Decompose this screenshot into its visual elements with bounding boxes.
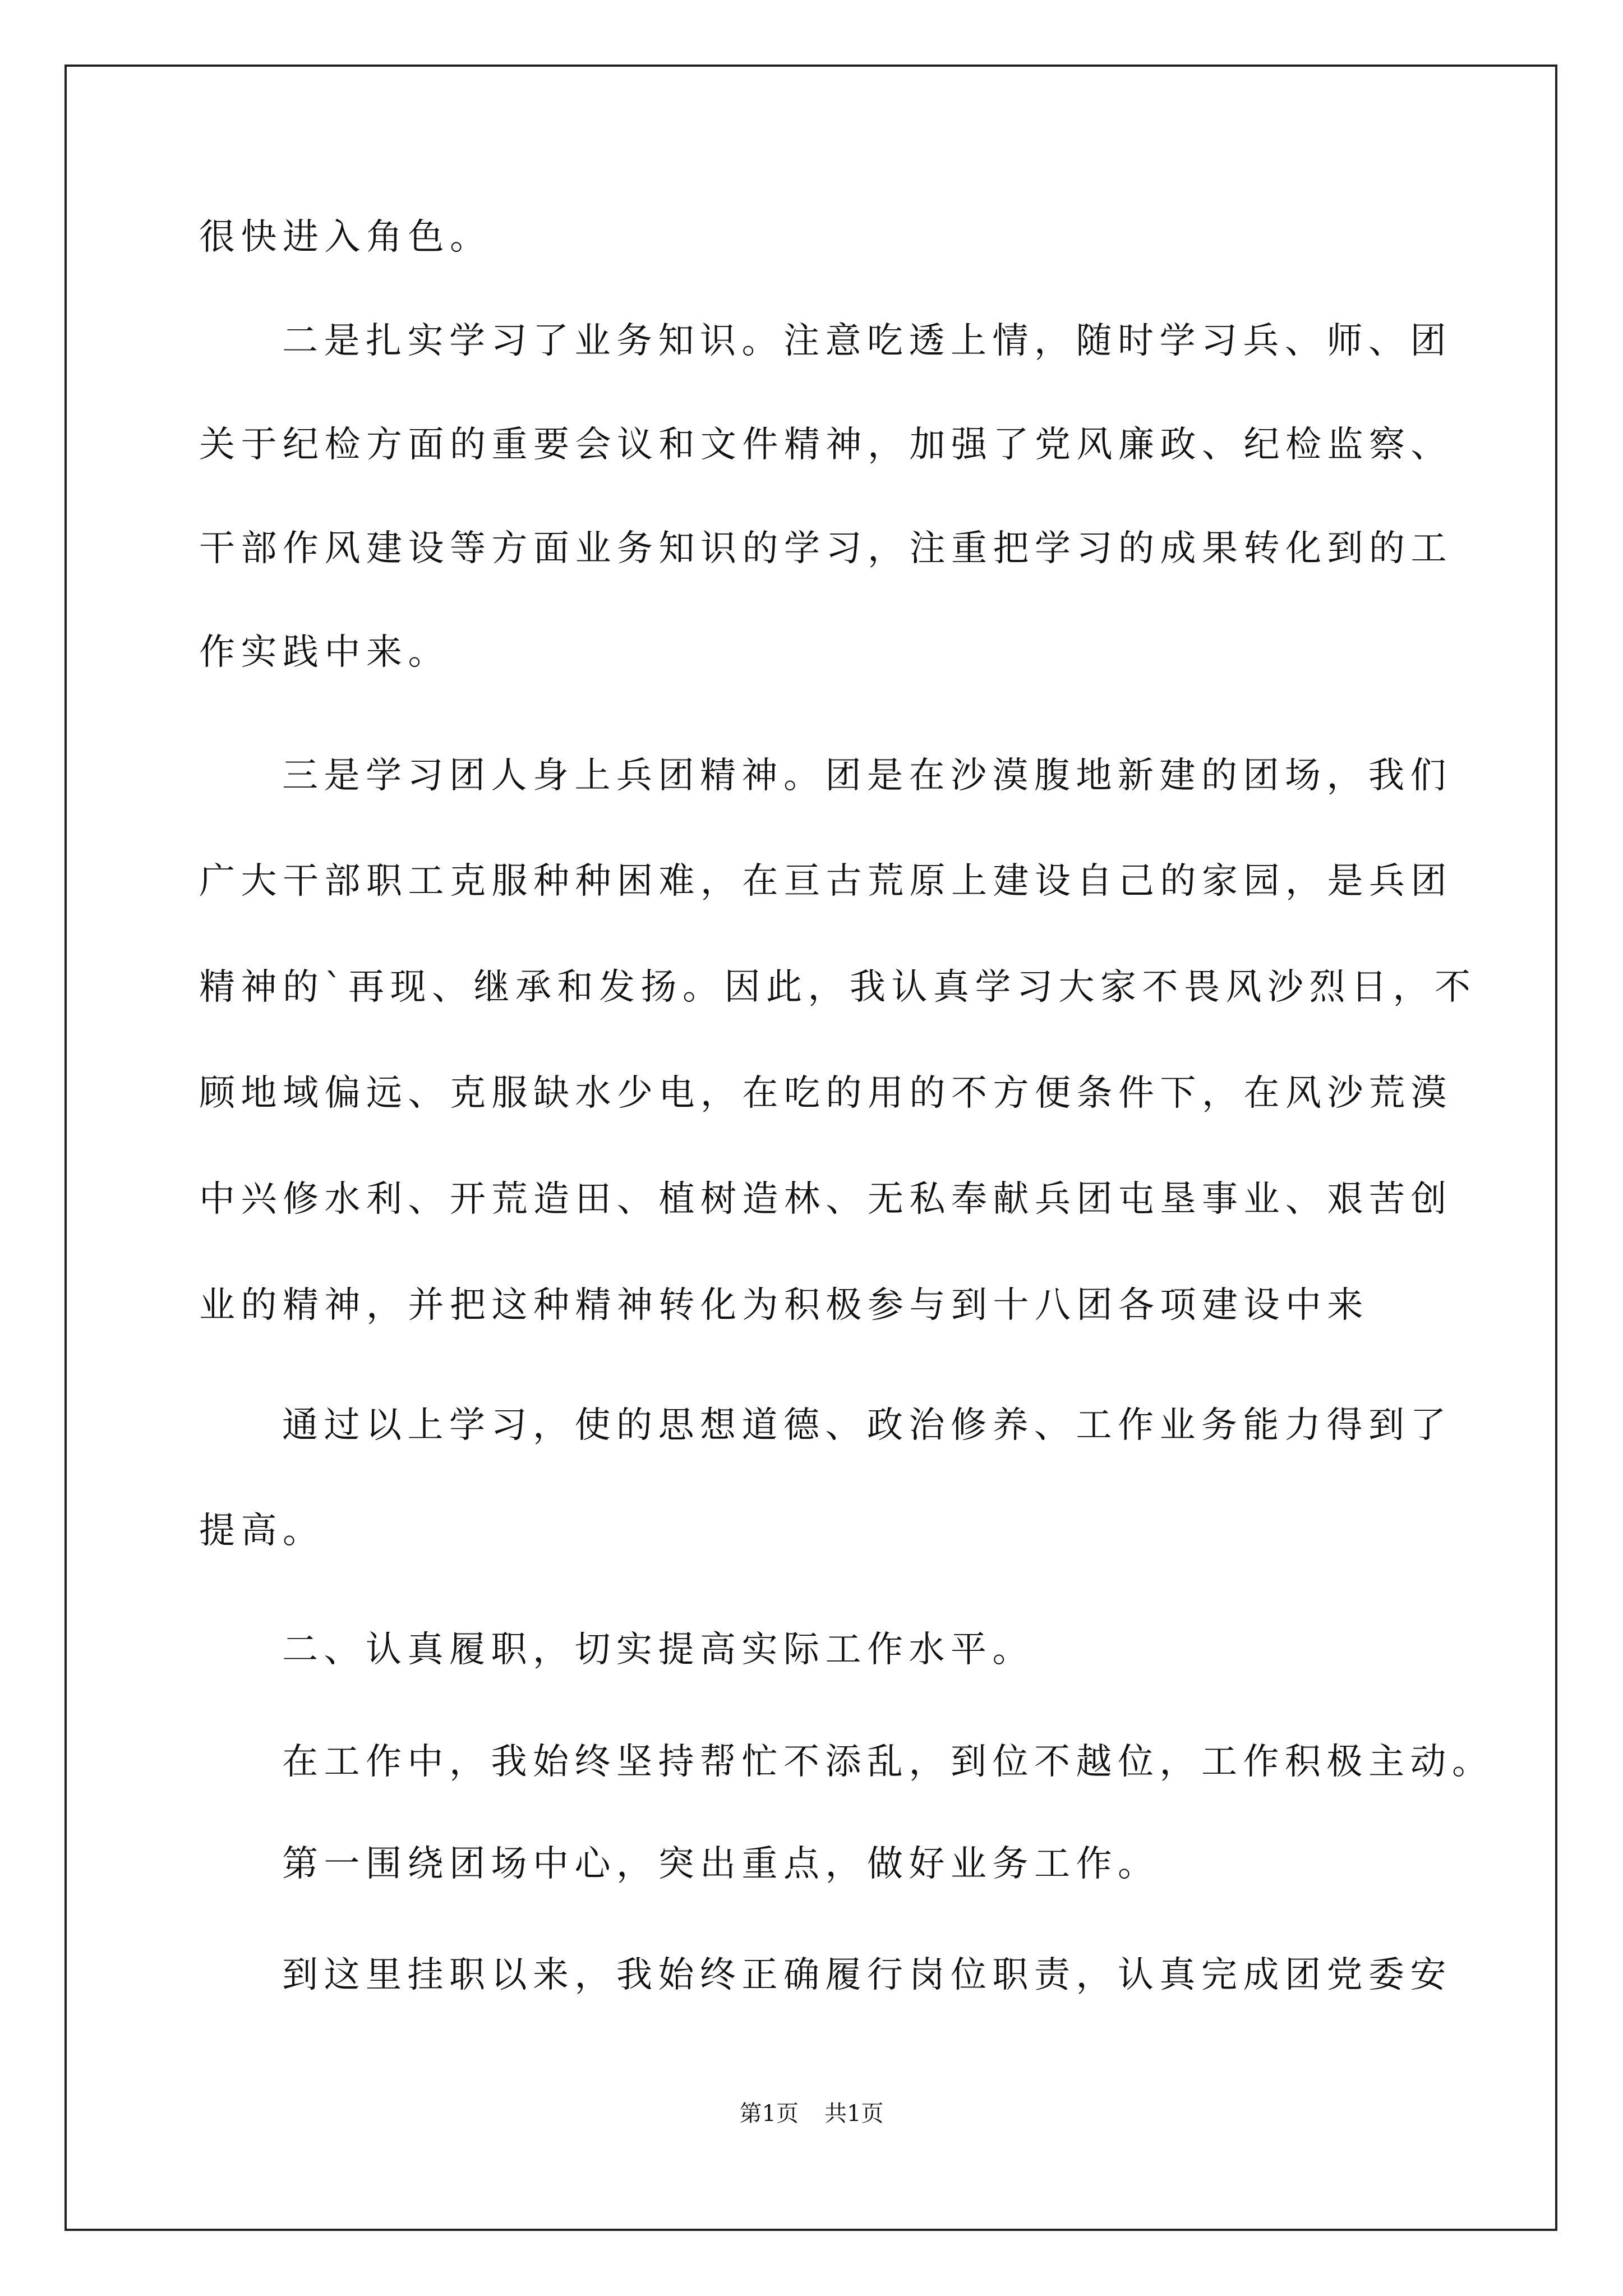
- text-line: 很快进入角色。: [199, 217, 492, 258]
- text-line: 三是学习团人身上兵团精神。团是在沙漠腹地新建的团场，我们: [282, 755, 1452, 797]
- page-footer: [0, 2100, 1623, 2127]
- text-line: 在工作中，我始终坚持帮忙不添乱，到位不越位，工作积极主动。: [282, 1741, 1494, 1783]
- text-line: 到这里挂职以来，我始终正确履行岗位职责，认真完成团党委安: [282, 1954, 1452, 1996]
- page-number: 第1页: [739, 2101, 799, 2127]
- text-line: 干部作风建设等方面业务知识的学习，注重把学习的成果转化到的工: [199, 528, 1453, 569]
- text-line: 二、认真履职，切实提高实际工作水平。: [282, 1629, 1034, 1671]
- text-line: 关于纪检方面的重要会议和文件精神，加强了党风廉政、纪检监察、: [199, 424, 1453, 466]
- text-line: 第一围绕团场中心，突出重点，做好业务工作。: [282, 1843, 1160, 1885]
- text-line: 广大干部职工克服种种困难，在亘古荒原上建设自己的家园，是兵团: [199, 861, 1453, 902]
- text-line: 提高。: [199, 1510, 325, 1552]
- text-line: 顾地域偏远、克服缺水少电，在吃的用的不方便条件下，在风沙荒漠: [199, 1073, 1453, 1114]
- text-line: 精神的`再现、继承和发扬。因此，我认真学习大家不畏风沙烈日，不: [199, 967, 1477, 1008]
- text-line: 作实践中来。: [199, 632, 450, 673]
- page-border: [64, 65, 1557, 2231]
- text-line: 业的精神，并把这种精神转化为积极参与到十八团各项建设中来: [199, 1285, 1369, 1326]
- page-total: 共1页: [824, 2101, 884, 2127]
- text-line: 中兴修水利、开荒造田、植树造林、无私奉献兵团屯垦事业、艰苦创: [199, 1179, 1453, 1220]
- text-line: 二是扎实学习了业务知识。注意吃透上情，随时学习兵、师、团: [282, 320, 1452, 362]
- text-line: 通过以上学习，使的思想道德、政治修养、工作业务能力得到了: [282, 1405, 1452, 1446]
